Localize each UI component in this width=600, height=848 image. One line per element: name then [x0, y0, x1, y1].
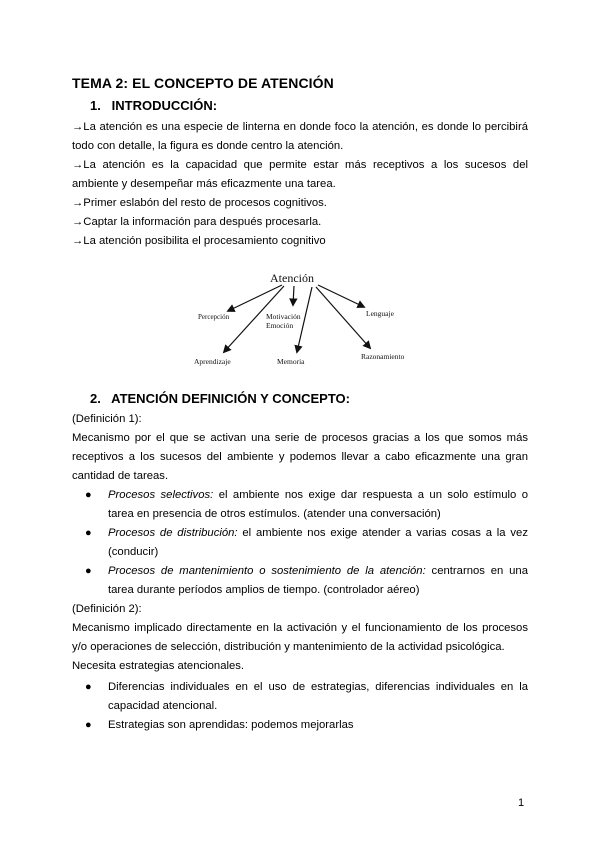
page-title: TEMA 2: EL CONCEPTO DE ATENCIÓN [72, 75, 334, 91]
node-lenguaje: Lenguaje [366, 309, 394, 318]
bullet-dot: ● [85, 681, 92, 693]
page-number: 1 [518, 797, 525, 809]
bullet-text: Estrategias son aprendidas: podemos mejorarlas [108, 719, 354, 731]
bullet-text: Diferencias individuales en el uso de estrategias, diferencias individuales en la capacidad atencional. [108, 681, 528, 712]
section-1-number: 1. [90, 98, 101, 113]
definition-2-extra: Necesita estrategias atencionales. [72, 660, 245, 672]
node-motivacion: Motivación [266, 312, 301, 321]
section-2-heading [90, 391, 350, 406]
arrow-to-lenguaje [318, 285, 364, 307]
bullet-selectivos [85, 486, 529, 524]
bullet-dot: ● [85, 719, 92, 731]
node-razonamiento: Razonamiento [361, 352, 405, 361]
bullet-term: Procesos de distribución: [108, 527, 238, 539]
bullet-mantenimiento [85, 562, 528, 600]
intro-line-1: →La atención es una especie de linterna en donde foco la atención, es donde lo percibirá todo con detalle, la figura es donde centro la atención. [72, 121, 528, 152]
bullet-text: centrarnos en una tarea durante períodos amplios de tiempo. (controlador aéreo) [108, 565, 528, 596]
node-percepcion: Percepción [198, 313, 230, 321]
bullet-term: Procesos selectivos: [108, 489, 214, 501]
section-2-title: ATENCIÓN DEFINICIÓN Y CONCEPTO: [111, 391, 350, 406]
bullet-dot: ● [85, 489, 92, 501]
intro-line-4: →Captar la información para después procesarla. [72, 216, 322, 228]
bullet-distribucion [85, 524, 528, 562]
definition-2-label: (Definición 2): [72, 603, 142, 615]
bullet-diferencias [85, 678, 528, 716]
bullet-text: el ambiente nos exige atender a varias cosas a la vez (conducir) [108, 527, 528, 558]
node-aprendizaje: Aprendizaje [194, 357, 231, 366]
intro-line-2: →La atención es la capacidad que permite estar más receptivos a los sucesos del ambiente y desempeñar más eficazmente una tarea. [72, 159, 528, 190]
arrow-to-motivacion [293, 286, 294, 305]
node-emocion: Emoción [266, 321, 294, 330]
definition-2-text: Mecanismo implicado directamente en la activación y el funcionamiento de los procesos y/o operaciones de selección, distribución y mantenimiento de la actividad psicológica. [72, 622, 528, 653]
intro-line-3: →Primer eslabón del resto de procesos cognitivos. [72, 197, 327, 209]
diagram-center-label: Atención [270, 271, 314, 285]
node-memoria: Memoria [277, 357, 305, 366]
definition-1-label: (Definición 1): [72, 413, 142, 425]
bullet-term: Procesos de mantenimiento o sostenimiento de la atención: [108, 565, 426, 577]
bullet-dot: ● [85, 527, 92, 539]
section-1-title: INTRODUCCIÓN: [111, 98, 218, 113]
definition-1-text: Mecanismo por el que se activan una serie de procesos gracias a los que somos más receptivos a los sucesos del ambiente y podemos llevar a cabo eficazmente una gran cantidad de tareas. [72, 432, 528, 482]
bullet-estrategias [85, 716, 528, 735]
bullet-text: el ambiente nos exige dar respuesta a un solo estímulo o tarea en presencia de otros estímulos. (atender una conversación) [108, 489, 529, 520]
section-1-heading [90, 98, 217, 113]
attention-diagram [190, 268, 430, 368]
arrow-to-razonamiento [316, 287, 370, 348]
bullet-dot: ● [85, 565, 92, 577]
intro-line-5: →La atención posibilita el procesamiento cognitivo [72, 235, 326, 247]
section-2-number: 2. [90, 391, 101, 406]
